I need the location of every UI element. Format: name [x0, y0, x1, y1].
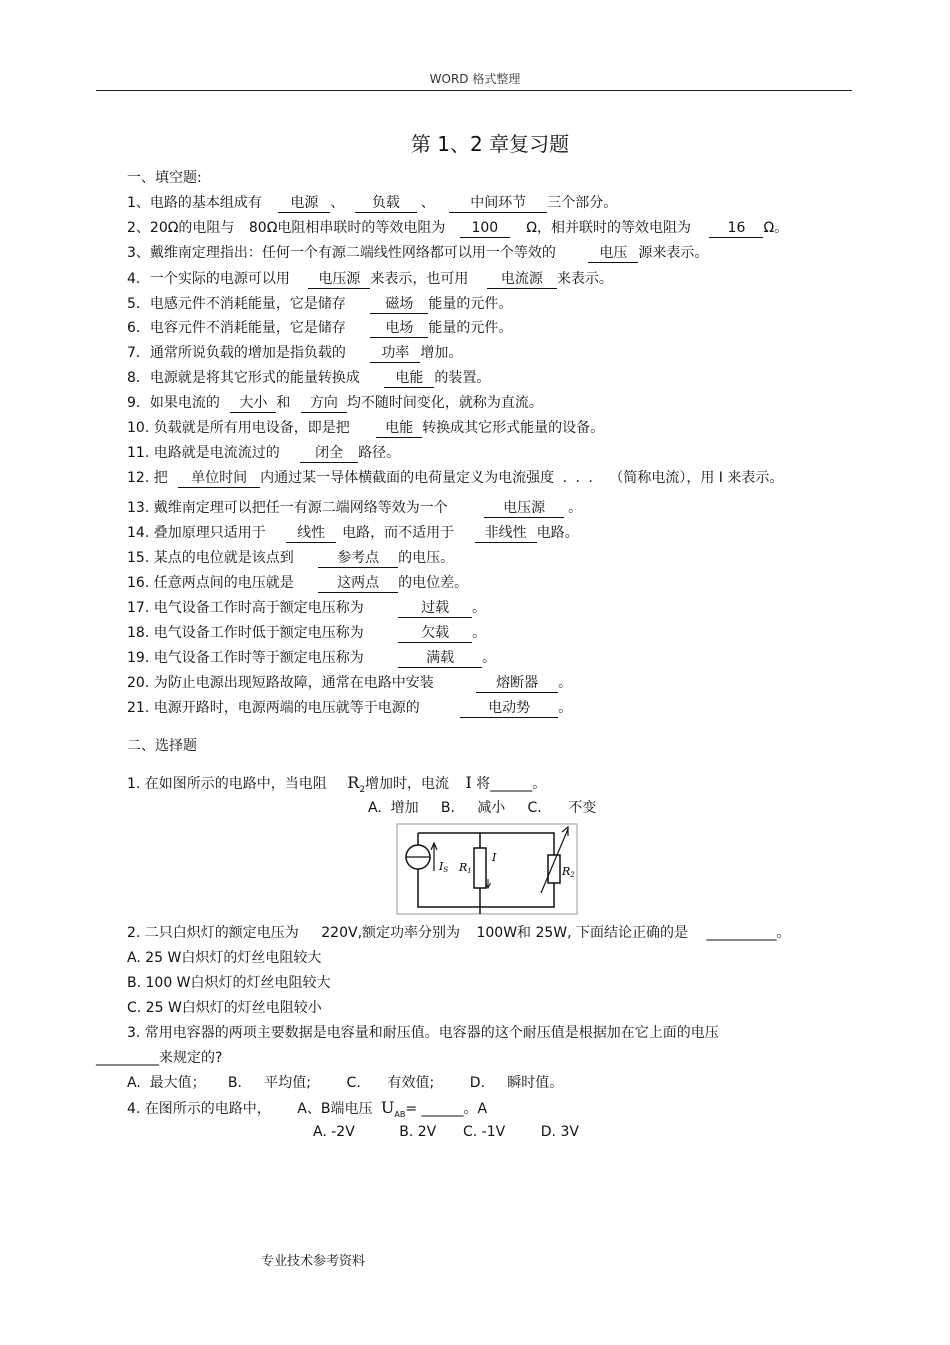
q2-mid: 80Ω电阻相串联时的等效电阻为: [248, 220, 446, 236]
mc2-blank: __________。: [706, 925, 791, 941]
mc4-text-c: = ______。A: [405, 1101, 488, 1117]
q14-end: 电路。: [536, 525, 579, 541]
q14-blank-1: 线性: [286, 524, 336, 543]
q16-blank-1: 这两点: [318, 574, 398, 593]
mc2-option-c: C. 25 W白炽灯的灯丝电阻较小: [127, 1000, 322, 1016]
q2-blank-1: 100: [460, 219, 510, 238]
mc4-u-sub: AB: [394, 1109, 406, 1119]
mc2-mid: 额定功率分别为: [362, 925, 461, 941]
question-4: [127, 269, 613, 289]
question-2: [127, 218, 788, 238]
q19-end: 。: [482, 650, 497, 666]
question-16: [127, 573, 468, 593]
q8-blank-1: 电能: [384, 369, 434, 388]
mc2-text: 2. 二只白炽灯的额定电压为: [127, 925, 299, 941]
question-15: [127, 548, 454, 568]
question-6: [127, 318, 512, 338]
q4-end: 来表示。: [556, 271, 613, 287]
section1-heading: 一、填空题:: [127, 170, 202, 186]
q11-text: 11. 电路就是电流流过的: [127, 445, 280, 461]
question-8: [127, 368, 490, 388]
q15-blank-1: 参考点: [318, 549, 398, 568]
q20-end: 。: [558, 675, 573, 691]
question-11: [127, 443, 400, 463]
q16-text: 16. 任意两点间的电压就是: [127, 575, 294, 591]
q12-dots: . . .: [562, 470, 595, 486]
q5-text: 5．电感元件不消耗能量，它是储存: [127, 296, 346, 312]
mc3-line2: _________来规定的?: [96, 1050, 223, 1066]
q18-text: 18. 电气设备工作时低于额定电压称为: [127, 625, 364, 641]
mc3-line1: 3. 常用电容器的两项主要数据是电容量和耐压值。电容器的这个耐压值是根据加在它上面的电压: [127, 1025, 719, 1041]
q19-text: 19. 电气设备工作时等于额定电压称为: [127, 650, 364, 666]
q3-text: 3、戴维南定理指出：任何一个有源二端线性网络都可以用一个等效的: [127, 245, 556, 261]
mc1-text-b: 增加时，电流: [365, 776, 450, 792]
page-title: 第 1、2 章复习题: [410, 132, 570, 156]
q7-text: 7．通常所说负载的增加是指负载的: [127, 345, 346, 361]
q17-text: 17. 电气设备工作时高于额定电压称为: [127, 600, 364, 616]
r2-label: R2: [562, 865, 575, 879]
q17-end: 。: [472, 600, 487, 616]
q12-text: 12. 把: [127, 470, 168, 486]
question-5: [127, 294, 512, 314]
mc2-voltage: 220V,: [321, 925, 363, 941]
q1-sep2: 、: [420, 195, 435, 211]
q12-blank-1: 单位时间: [178, 469, 260, 488]
q9-text: 9．如果电流的: [127, 395, 220, 411]
q13-text: 13. 戴维南定理可以把任一有源二端网络等效为一个: [127, 500, 448, 516]
mc4-text-a: 4. 在图所示的电路中，: [127, 1101, 271, 1117]
q5-blank-1: 磁场: [370, 295, 428, 314]
mc2-option-a: A. 25 W白炽灯的灯丝电阻较大: [127, 950, 322, 966]
q1-blank-1: 电源: [278, 194, 330, 213]
question-20: [127, 673, 572, 693]
mc2-end: 下面结论正确的是: [576, 925, 689, 941]
q4-blank-2: 电流源: [487, 270, 557, 289]
q2-sep: Ω，相并联时的等效电阻为: [526, 220, 691, 236]
resistor-r2: [548, 855, 560, 883]
circuit-diagram-1: [396, 823, 578, 915]
q13-blank-1: 电压源: [484, 499, 564, 518]
q18-blank-1: 欠载: [398, 624, 472, 643]
q1-blank-2: 负载: [355, 194, 417, 213]
question-1: [127, 193, 617, 213]
q9-mid: 和: [276, 395, 291, 411]
q1-text: 1、电路的基本组成有: [127, 195, 262, 211]
i-label: I: [492, 851, 497, 864]
q11-blank-1: 闭全: [300, 444, 358, 463]
q4-blank-1: 电压源: [308, 270, 370, 289]
mc4-u: U: [380, 1098, 395, 1117]
mc4-text-b: 端电压: [330, 1101, 373, 1117]
q19-blank-1: 满载: [398, 649, 482, 668]
q12-end: （简称电流），用 I 来表示。: [609, 470, 784, 486]
question-13: [127, 498, 582, 518]
question-17: [127, 598, 486, 618]
question-12: [127, 468, 783, 488]
q21-blank-1: 电动势: [460, 699, 558, 718]
section2-heading: 二、选择题: [127, 738, 197, 754]
question-9: [127, 393, 543, 413]
q10-blank-1: 电能: [376, 419, 422, 438]
q7-blank-1: 功率: [370, 344, 420, 363]
q20-text: 20. 为防止电源出现短路故障，通常在电路中安装: [127, 675, 434, 691]
q21-text: 21. 电源开路时，电源两端的电压就等于电源的: [127, 700, 420, 716]
q1-end: 三个部分。: [547, 195, 618, 211]
r1-label: R1: [459, 861, 472, 875]
question-14: [127, 523, 579, 543]
question-7: [127, 343, 462, 363]
question-10: [127, 418, 604, 438]
q6-text: 6．电容元件不消耗能量，它是储存: [127, 320, 346, 336]
question-3: [127, 243, 708, 263]
q15-text: 15. 某点的电位就是该点到: [127, 550, 294, 566]
mc2-power: 100W和 25W,: [476, 925, 572, 941]
mc1-text-c: 将______。: [476, 776, 547, 792]
q5-end: 能量的元件。: [428, 296, 513, 312]
q13-end: 。: [568, 500, 583, 516]
q14-mid: 电路，而不适用于: [342, 525, 455, 541]
mc1-options: A. 增加 B. 减小 C. 不变: [368, 800, 597, 816]
q17-blank-1: 过载: [398, 599, 472, 618]
resistor-r1: [474, 848, 486, 888]
is-label: IS: [439, 860, 449, 874]
mc1-r-sub: 2: [359, 784, 366, 795]
mc-question-1: [127, 773, 546, 800]
q9-end: 均不随时间变化，就称为直流。: [346, 395, 543, 411]
q7-end: 增加。: [420, 345, 463, 361]
q9-blank-2: 方向: [301, 394, 347, 413]
q21-end: 。: [558, 700, 573, 716]
q4-text: 4．一个实际的电源可以用: [127, 271, 290, 287]
header-rule: [96, 90, 852, 91]
q3-blank-1: 电压: [588, 244, 638, 263]
mc1-r: R: [347, 773, 360, 792]
q8-text: 8．电源就是将其它形式的能量转换成: [127, 370, 360, 386]
mc-question-2: [127, 923, 791, 943]
mc4-options: A. -2V B. 2V C. -1V D. 3V: [313, 1124, 579, 1140]
q14-blank-2: 非线性: [475, 524, 537, 543]
q12-mid: 内通过某一导体横截面的电荷量定义为电流强度: [260, 470, 555, 486]
q10-end: 转换成其它形式能量的设备。: [422, 420, 605, 436]
page-footer: 专业技术参考资料: [261, 1254, 366, 1269]
q9-blank-1: 大小: [230, 394, 276, 413]
q2-end: Ω。: [763, 220, 789, 236]
q10-text: 10. 负载就是所有用电设备，即是把: [127, 420, 350, 436]
q16-end: 的电位差。: [398, 575, 469, 591]
page-header: WORD 格式整理: [429, 72, 521, 86]
q3-end: 源来表示。: [638, 245, 709, 261]
mc3-options: A. 最大值； B. 平均值; C. 有效值; D. 瞬时值。: [127, 1075, 564, 1091]
q6-end: 能量的元件。: [428, 320, 513, 336]
question-19: [127, 648, 496, 668]
mc2-option-b: B. 100 W白炽灯的灯丝电阻较大: [127, 975, 331, 991]
q4-mid: 来表示，也可用: [370, 271, 469, 287]
q2-blank-2: 16: [709, 219, 763, 238]
q11-end: 路径。: [358, 445, 401, 461]
q8-end: 的装置。: [434, 370, 491, 386]
mc-question-4: [127, 1098, 487, 1125]
question-21: [127, 698, 572, 718]
q18-end: 。: [472, 625, 487, 641]
q20-blank-1: 熔断器: [476, 674, 558, 693]
question-18: [127, 623, 486, 643]
mc1-i: I: [465, 773, 472, 792]
q14-text: 14. 叠加原理只适用于: [127, 525, 266, 541]
q15-end: 的电压。: [398, 550, 455, 566]
q6-blank-1: 电场: [370, 319, 428, 338]
mc1-text-a: 1. 在如图所示的电路中，当电阻: [127, 776, 327, 792]
mc4-ab: A、B: [297, 1101, 331, 1117]
q1-blank-3: 中间环节: [449, 194, 547, 213]
q2-text: 2、20Ω的电阻与: [127, 220, 235, 236]
q1-sep1: 、: [330, 195, 345, 211]
